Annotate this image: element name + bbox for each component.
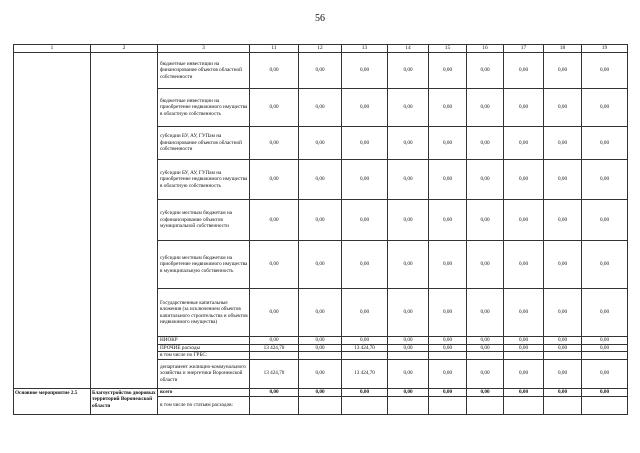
value-cell: 0,00 — [544, 359, 582, 388]
value-cell: 0,00 — [299, 289, 342, 337]
value-cell: 0,00 — [299, 89, 342, 127]
value-cell: 0,00 — [544, 127, 582, 160]
table-row — [14, 53, 628, 89]
value-cell: 0,00 — [582, 89, 628, 127]
empty-cell — [14, 53, 91, 389]
header-cell: 18 — [544, 45, 582, 53]
value-cell: 0,00 — [429, 344, 467, 352]
value-cell: 0,00 — [504, 160, 544, 200]
value-cell — [504, 352, 544, 360]
value-cell: 0,00 — [250, 289, 299, 337]
value-cell: 0,00 — [388, 89, 429, 127]
value-cell: 0,00 — [342, 388, 388, 396]
value-cell: 0,00 — [388, 337, 429, 345]
value-cell: 0,00 — [544, 241, 582, 289]
expense-category: департамент жилищно-коммунального хозяйства и энергетики Воронежской области — [158, 359, 250, 388]
value-cell: 0,00 — [504, 337, 544, 345]
value-cell: 0,00 — [504, 53, 544, 89]
header-cell: 13 — [342, 45, 388, 53]
value-cell — [342, 352, 388, 360]
value-cell: 0,00 — [544, 200, 582, 241]
value-cell: 0,00 — [388, 388, 429, 396]
value-cell: 0,00 — [582, 241, 628, 289]
expense-category: субсидии местным бюджетам на софинансирование объектов муниципальной собственности — [158, 200, 250, 241]
value-cell: 0,00 — [544, 89, 582, 127]
value-cell — [429, 396, 467, 414]
expense-category: в том числе по статьям расходов: — [158, 396, 250, 414]
value-cell: 0,00 — [504, 127, 544, 160]
value-cell: 0,00 — [582, 388, 628, 396]
value-cell: 0,00 — [582, 344, 628, 352]
value-cell — [250, 352, 299, 360]
value-cell: 0,00 — [299, 388, 342, 396]
value-cell: 0,00 — [429, 289, 467, 337]
header-cell: 11 — [250, 45, 299, 53]
value-cell: 0,00 — [342, 200, 388, 241]
value-cell — [388, 352, 429, 360]
value-cell: 0,00 — [388, 344, 429, 352]
value-cell: 0,00 — [250, 388, 299, 396]
value-cell: 13 424,70 — [342, 359, 388, 388]
value-cell: 0,00 — [299, 241, 342, 289]
header-cell: 2 — [91, 45, 158, 53]
value-cell: 0,00 — [250, 337, 299, 345]
value-cell: 0,00 — [429, 337, 467, 345]
value-cell: 0,00 — [250, 89, 299, 127]
header-cell: 15 — [429, 45, 467, 53]
value-cell: 0,00 — [467, 241, 504, 289]
value-cell — [504, 396, 544, 414]
value-cell: 0,00 — [299, 127, 342, 160]
header-cell: 19 — [582, 45, 628, 53]
value-cell: 0,00 — [544, 337, 582, 345]
value-cell — [388, 396, 429, 414]
event-name: Благоустройство дворовых территорий Воронежской области — [91, 388, 158, 414]
value-cell — [342, 396, 388, 414]
value-cell: 0,00 — [467, 359, 504, 388]
value-cell: 0,00 — [429, 127, 467, 160]
value-cell — [582, 396, 628, 414]
header-cell: 3 — [158, 45, 250, 53]
value-cell — [544, 396, 582, 414]
value-cell: 0,00 — [467, 127, 504, 160]
value-cell: 0,00 — [342, 53, 388, 89]
empty-cell — [91, 53, 158, 389]
value-cell: 0,00 — [544, 53, 582, 89]
header-cell: 14 — [388, 45, 429, 53]
value-cell: 0,00 — [504, 344, 544, 352]
value-cell — [544, 352, 582, 360]
value-cell: 0,00 — [299, 53, 342, 89]
value-cell: 0,00 — [504, 289, 544, 337]
value-cell: 0,00 — [582, 127, 628, 160]
value-cell: 0,00 — [388, 200, 429, 241]
expense-category: субсидии БУ, АУ, ГУПам на приобретение недвижимого имущества в областную собственность — [158, 160, 250, 200]
value-cell: 13 424,70 — [342, 344, 388, 352]
value-cell: 0,00 — [429, 388, 467, 396]
header-cell: 17 — [504, 45, 544, 53]
value-cell: 0,00 — [544, 344, 582, 352]
value-cell: 0,00 — [388, 127, 429, 160]
value-cell: 0,00 — [299, 160, 342, 200]
value-cell: 0,00 — [582, 359, 628, 388]
budget-table — [13, 44, 628, 415]
value-cell — [429, 352, 467, 360]
value-cell: 0,00 — [429, 200, 467, 241]
value-cell: 0,00 — [388, 53, 429, 89]
value-cell: 0,00 — [544, 160, 582, 200]
value-cell: 0,00 — [429, 53, 467, 89]
event-code: Основное мероприятие 2.5 — [14, 388, 91, 414]
value-cell: 0,00 — [582, 53, 628, 89]
value-cell: 0,00 — [467, 160, 504, 200]
value-cell: 0,00 — [504, 388, 544, 396]
value-cell: 0,00 — [299, 200, 342, 241]
value-cell — [299, 396, 342, 414]
value-cell: 0,00 — [342, 89, 388, 127]
expense-category: субсидии местным бюджетам на приобретение недвижимого имущества в муниципальную собственность — [158, 241, 250, 289]
value-cell: 0,00 — [429, 160, 467, 200]
value-cell — [250, 396, 299, 414]
value-cell: 0,00 — [250, 241, 299, 289]
value-cell: 0,00 — [342, 289, 388, 337]
value-cell: 0,00 — [467, 289, 504, 337]
value-cell: 0,00 — [299, 337, 342, 345]
value-cell: 0,00 — [582, 289, 628, 337]
value-cell: 0,00 — [582, 337, 628, 345]
expense-category: бюджетные инвестиции на финансирование объектов областной собственности — [158, 53, 250, 89]
value-cell: 0,00 — [429, 89, 467, 127]
value-cell: 0,00 — [250, 127, 299, 160]
value-cell: 0,00 — [467, 337, 504, 345]
value-cell: 0,00 — [299, 344, 342, 352]
expense-category: в том числе по ГРБС: — [158, 352, 250, 360]
expense-category: ПРОЧИЕ расходы — [158, 344, 250, 352]
value-cell: 13 424,70 — [250, 344, 299, 352]
value-cell: 0,00 — [429, 241, 467, 289]
page-number: 56 — [315, 13, 325, 24]
value-cell: 0,00 — [388, 241, 429, 289]
expense-category: НИОКР — [158, 337, 250, 345]
value-cell: 0,00 — [250, 160, 299, 200]
table-row — [14, 388, 628, 396]
value-cell: 0,00 — [299, 359, 342, 388]
header-cell: 12 — [299, 45, 342, 53]
value-cell: 0,00 — [467, 344, 504, 352]
value-cell: 0,00 — [388, 160, 429, 200]
value-cell: 0,00 — [544, 289, 582, 337]
header-row — [14, 45, 628, 53]
value-cell: 0,00 — [342, 127, 388, 160]
value-cell — [582, 352, 628, 360]
value-cell — [299, 352, 342, 360]
value-cell: 0,00 — [582, 200, 628, 241]
value-cell: 0,00 — [504, 359, 544, 388]
expense-category: Государственные капитальные вложения (за исключением объектов капитального строительства и объектов недвижимого имущества) — [158, 289, 250, 337]
value-cell: 0,00 — [582, 160, 628, 200]
value-cell — [467, 352, 504, 360]
value-cell: 0,00 — [250, 200, 299, 241]
value-cell: 0,00 — [467, 89, 504, 127]
value-cell — [467, 396, 504, 414]
value-cell: 0,00 — [429, 359, 467, 388]
value-cell: 0,00 — [342, 337, 388, 345]
value-cell: 0,00 — [504, 89, 544, 127]
expense-category: всего — [158, 388, 250, 396]
value-cell: 0,00 — [342, 160, 388, 200]
value-cell: 0,00 — [250, 53, 299, 89]
value-cell: 0,00 — [388, 289, 429, 337]
expense-category: бюджетные инвестиции на приобретение недвижимого имущества в областную собственность — [158, 89, 250, 127]
value-cell: 0,00 — [504, 200, 544, 241]
value-cell: 0,00 — [467, 388, 504, 396]
value-cell: 0,00 — [467, 53, 504, 89]
value-cell: 0,00 — [504, 241, 544, 289]
value-cell: 0,00 — [467, 200, 504, 241]
value-cell: 0,00 — [544, 388, 582, 396]
value-cell: 0,00 — [342, 241, 388, 289]
value-cell: 0,00 — [388, 359, 429, 388]
header-cell: 16 — [467, 45, 504, 53]
header-cell: 1 — [14, 45, 91, 53]
value-cell: 13 424,70 — [250, 359, 299, 388]
expense-category: субсидии БУ, АУ, ГУПам на финансирование объектов областной собственности — [158, 127, 250, 160]
